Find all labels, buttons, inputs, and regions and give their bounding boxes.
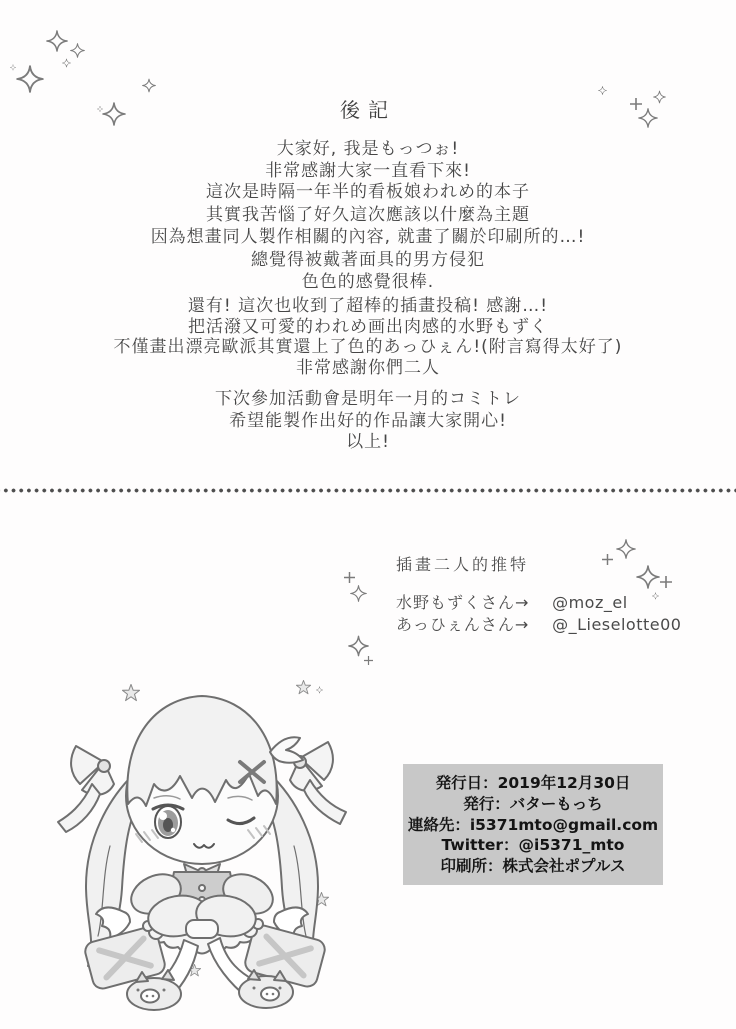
page-title: 後記 [340, 98, 396, 122]
sparkle-icon [349, 636, 368, 655]
afterword-line: 其實我苦惱了好久這次應該以什麼為主題 [206, 204, 530, 225]
plus-sparkle-icon [364, 656, 373, 665]
sparkle-icon [351, 586, 367, 602]
sparkle-icon [637, 566, 659, 588]
colophon-box [403, 764, 663, 885]
star-icon [122, 684, 139, 700]
sparkle-icon [71, 44, 85, 58]
afterword-line: 因為想畫同人製作相關的內容, 就畫了關於印刷所的…! [150, 227, 586, 247]
sparkle-icon [10, 65, 16, 71]
afterword-line: 大家好, 我是もっつぉ! [276, 139, 460, 159]
colophon-line-printer: 印刷所：株式会社ポプルス [440, 857, 626, 876]
afterword-line: 非常感謝你們二人 [296, 357, 440, 378]
twitter-credit-row [396, 612, 716, 635]
twitter-section-heading: 插畫二人的推特 [396, 555, 530, 574]
star-icon [296, 680, 310, 693]
sparkle-icon [617, 540, 635, 558]
colophon-line-twitter: Twitter：@i5371_mto [441, 836, 625, 855]
sparkle-icon [143, 79, 156, 92]
sparkle-icon [62, 59, 70, 67]
colophon-line-contact: 連絡先：i5371mto@gmail.com [407, 815, 659, 834]
afterword-line: 非常感謝大家一直看下來! [265, 161, 471, 181]
afterword-paragraph [0, 181, 736, 294]
plus-sparkle-icon [660, 576, 672, 588]
afterword-line: 這次是時隔一年半的看板娘われめ的本子 [206, 182, 530, 202]
afterword-line: 以上! [346, 432, 390, 452]
afterword-paragraph [0, 389, 736, 454]
afterword-paragraph [0, 138, 736, 182]
chibi-girl-illustration [52, 676, 352, 1026]
afterword-line: 總覺得被戴著面具的男方侵犯 [251, 249, 485, 270]
sparkle-icon [17, 66, 43, 92]
sparkle-icon [47, 31, 67, 51]
twitter-credit-row [396, 590, 716, 613]
twitter-handle: @_Lieselotte00 [552, 615, 682, 634]
afterword-paragraph [0, 296, 736, 378]
twitter-handle: @moz_el [552, 593, 628, 612]
artist-name: 水野もずくさん→ [396, 593, 530, 612]
afterword-line: 色色的感覺很棒. [301, 272, 435, 292]
colophon-line-publish-date: 発行日：2019年12月30日 [435, 774, 631, 792]
colophon-line-publisher: 発行：バターもっち [463, 794, 603, 813]
afterword-line: 希望能製作出好的作品讓大家開心! [229, 410, 507, 431]
afterword-line: 下次參加活動會是明年一月的コミトレ [215, 389, 521, 409]
artist-name: あっひぇんさん→ [396, 615, 530, 634]
plus-sparkle-icon [602, 554, 613, 565]
afterword-line: 還有! 這次也收到了超棒的插畫投稿! 感謝…! [187, 296, 549, 316]
dotted-divider [0, 486, 736, 493]
afterword-line: 把活潑又可愛的われめ画出肉感的水野もずく [188, 316, 548, 337]
afterword-line: 不僅畫出漂亮歐派其實還上了色的あっひぇん!(附言寫得太好了) [113, 337, 623, 357]
plus-sparkle-icon [344, 572, 355, 583]
